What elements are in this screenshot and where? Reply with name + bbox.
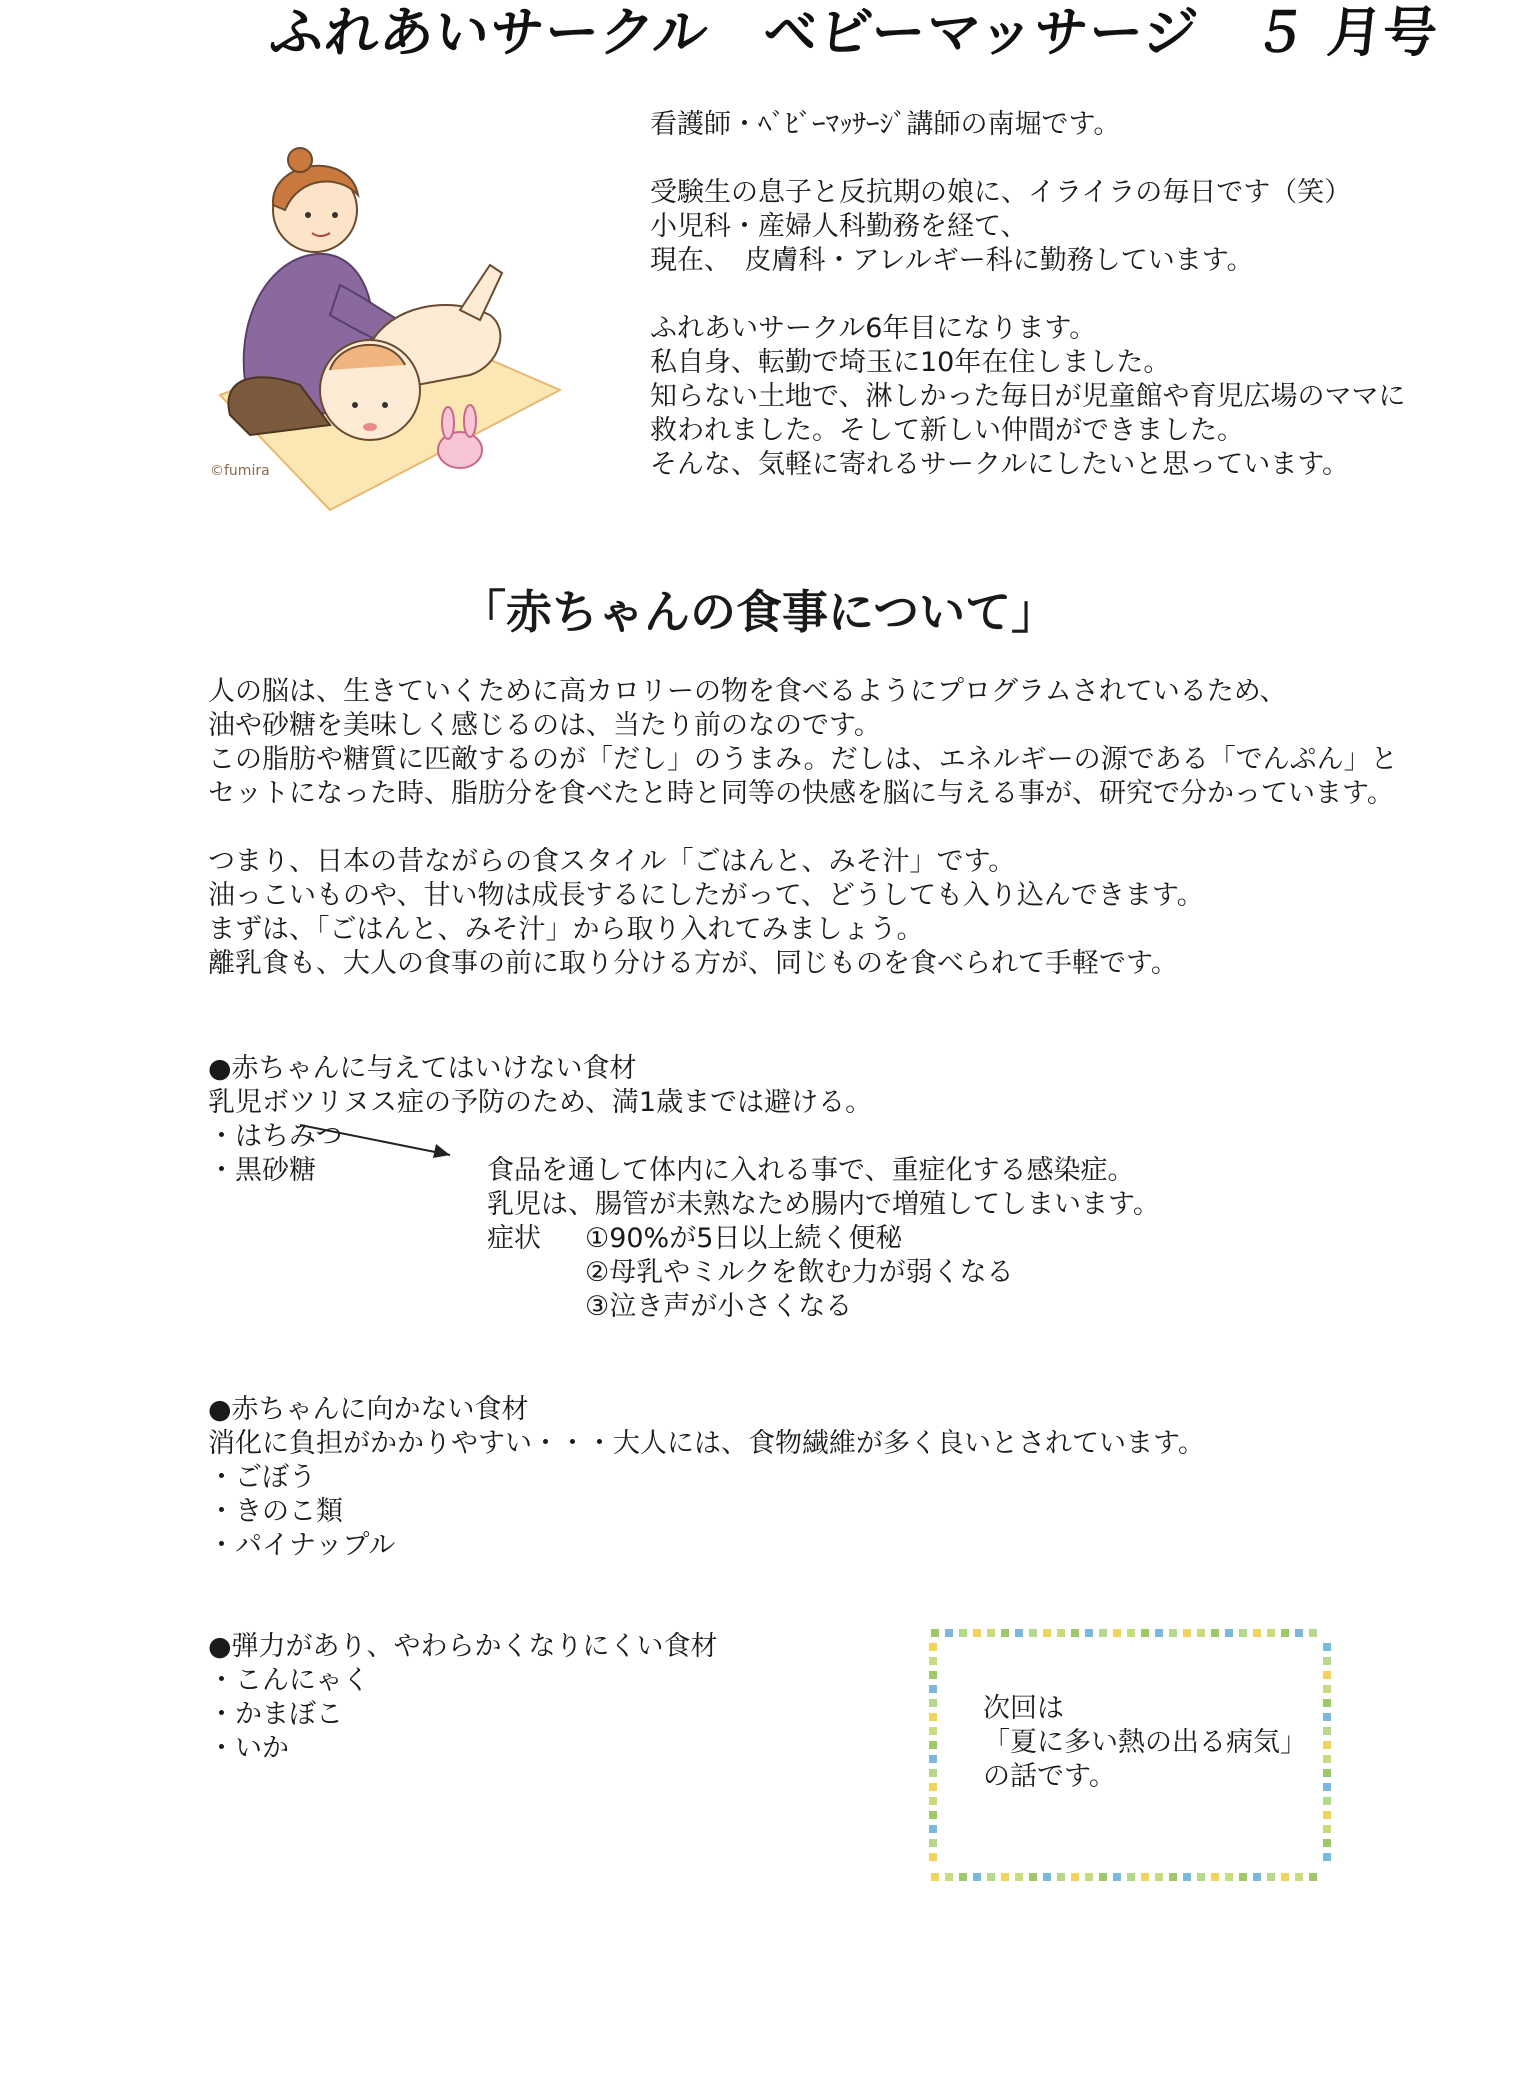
symptom-item: ①90%が5日以上続く便秘 — [585, 1223, 903, 1254]
next-issue-line: 次回は — [983, 1693, 1064, 1724]
paragraph-line: この脂肪や糖質に匹敵するのが「だし」のうまみ。だしは、エネルギーの源である「でんぷん」と — [208, 744, 1398, 775]
list-heading: ●赤ちゃんに与えてはいけない食材 — [208, 1053, 637, 1084]
note-line: 乳児は、腸管が未熟なため腸内で増殖してしまいます。 — [487, 1189, 1160, 1220]
list-item: ・きのこ類 — [208, 1496, 343, 1527]
arrow-icon — [300, 1120, 470, 1170]
note-line: 食品を通して体内に入れる事で、重症化する感染症。 — [487, 1155, 1135, 1186]
list-item: ・黒砂糖 — [208, 1155, 316, 1186]
list-subtitle: 消化に負担がかかりやすい・・・大人には、食物繊維が多く良いとされています。 — [208, 1428, 1205, 1459]
paragraph-line: 離乳食も、大人の食事の前に取り分ける方が、同じものを食べられて手軽です。 — [208, 948, 1178, 979]
list-item: ・はちみつ — [208, 1121, 343, 1152]
paragraph-line: 油っこいものや、甘い物は成長するにしたがって、どうしても入り込んできます。 — [208, 880, 1204, 911]
intro-line: そんな、気軽に寄れるサークルにしたいと思っています。 — [650, 449, 1350, 480]
intro-line: 看護師・ﾍﾞﾋﾞｰﾏｯｻｰｼﾞ講師の南堀です。 — [650, 109, 1121, 140]
list-item: ・かまぼこ — [208, 1699, 343, 1730]
baby-massage-illustration — [190, 115, 570, 515]
intro-line: 現在、 皮膚科・アレルギー科に勤務しています。 — [650, 245, 1254, 276]
next-issue-line: の話です。 — [983, 1761, 1116, 1792]
illustration-credit: ©fumira — [210, 463, 270, 479]
intro-line: 受験生の息子と反抗期の娘に、イライラの毎日です（笑） — [650, 177, 1352, 208]
paragraph-line: セットになった時、脂肪分を食べたと時と同等の快感を脳に与える事が、研究で分かっています。 — [208, 778, 1394, 809]
symptom-label: 症状 — [487, 1223, 541, 1254]
intro-line: ふれあいサークル6年目になります。 — [650, 313, 1097, 344]
list-subtitle: 乳児ボツリヌス症の予防のため、満1歳までは避ける。 — [208, 1087, 873, 1118]
next-issue-line: 「夏に多い熱の出る病気」 — [983, 1727, 1307, 1758]
list-item: ・いか — [208, 1733, 289, 1764]
section-heading: 「赤ちゃんの食事について」 — [460, 585, 1058, 639]
paragraph-line: つまり、日本の昔ながらの食スタイル「ごはんと、みそ汁」です。 — [208, 846, 1016, 877]
page-title: ふれあいサークル ベビーマッサージ ５ 月号 — [266, 1, 1442, 64]
list-item: ・パイナップル — [208, 1530, 396, 1561]
list-heading: ●赤ちゃんに向かない食材 — [208, 1394, 529, 1425]
intro-line: 小児科・産婦人科勤務を経て、 — [650, 211, 1028, 242]
paragraph-line: まずは、「ごはんと、みそ汁」から取り入れてみましょう。 — [208, 914, 924, 945]
symptom-item: ②母乳やミルクを飲む力が弱くなる — [585, 1257, 1014, 1288]
list-item: ・ごぼう — [208, 1462, 316, 1493]
paragraph-line: 人の脳は、生きていくために高カロリーの物を食べるようにプログラムされているため、 — [208, 676, 1287, 707]
symptom-item: ③泣き声が小さくなる — [585, 1291, 853, 1322]
list-heading: ●弾力があり、やわらかくなりにくい食材 — [208, 1631, 718, 1662]
list-item: ・こんにゃく — [208, 1665, 370, 1696]
intro-line: 知らない土地で、淋しかった毎日が児童館や育児広場のママに — [650, 381, 1406, 412]
intro-line: 救われました。そして新しい仲間ができました。 — [650, 415, 1244, 446]
intro-line: 私自身、転勤で埼玉に10年在住しました。 — [650, 347, 1171, 378]
paragraph-line: 油や砂糖を美味しく感じるのは、当たり前のなのです。 — [208, 710, 881, 741]
